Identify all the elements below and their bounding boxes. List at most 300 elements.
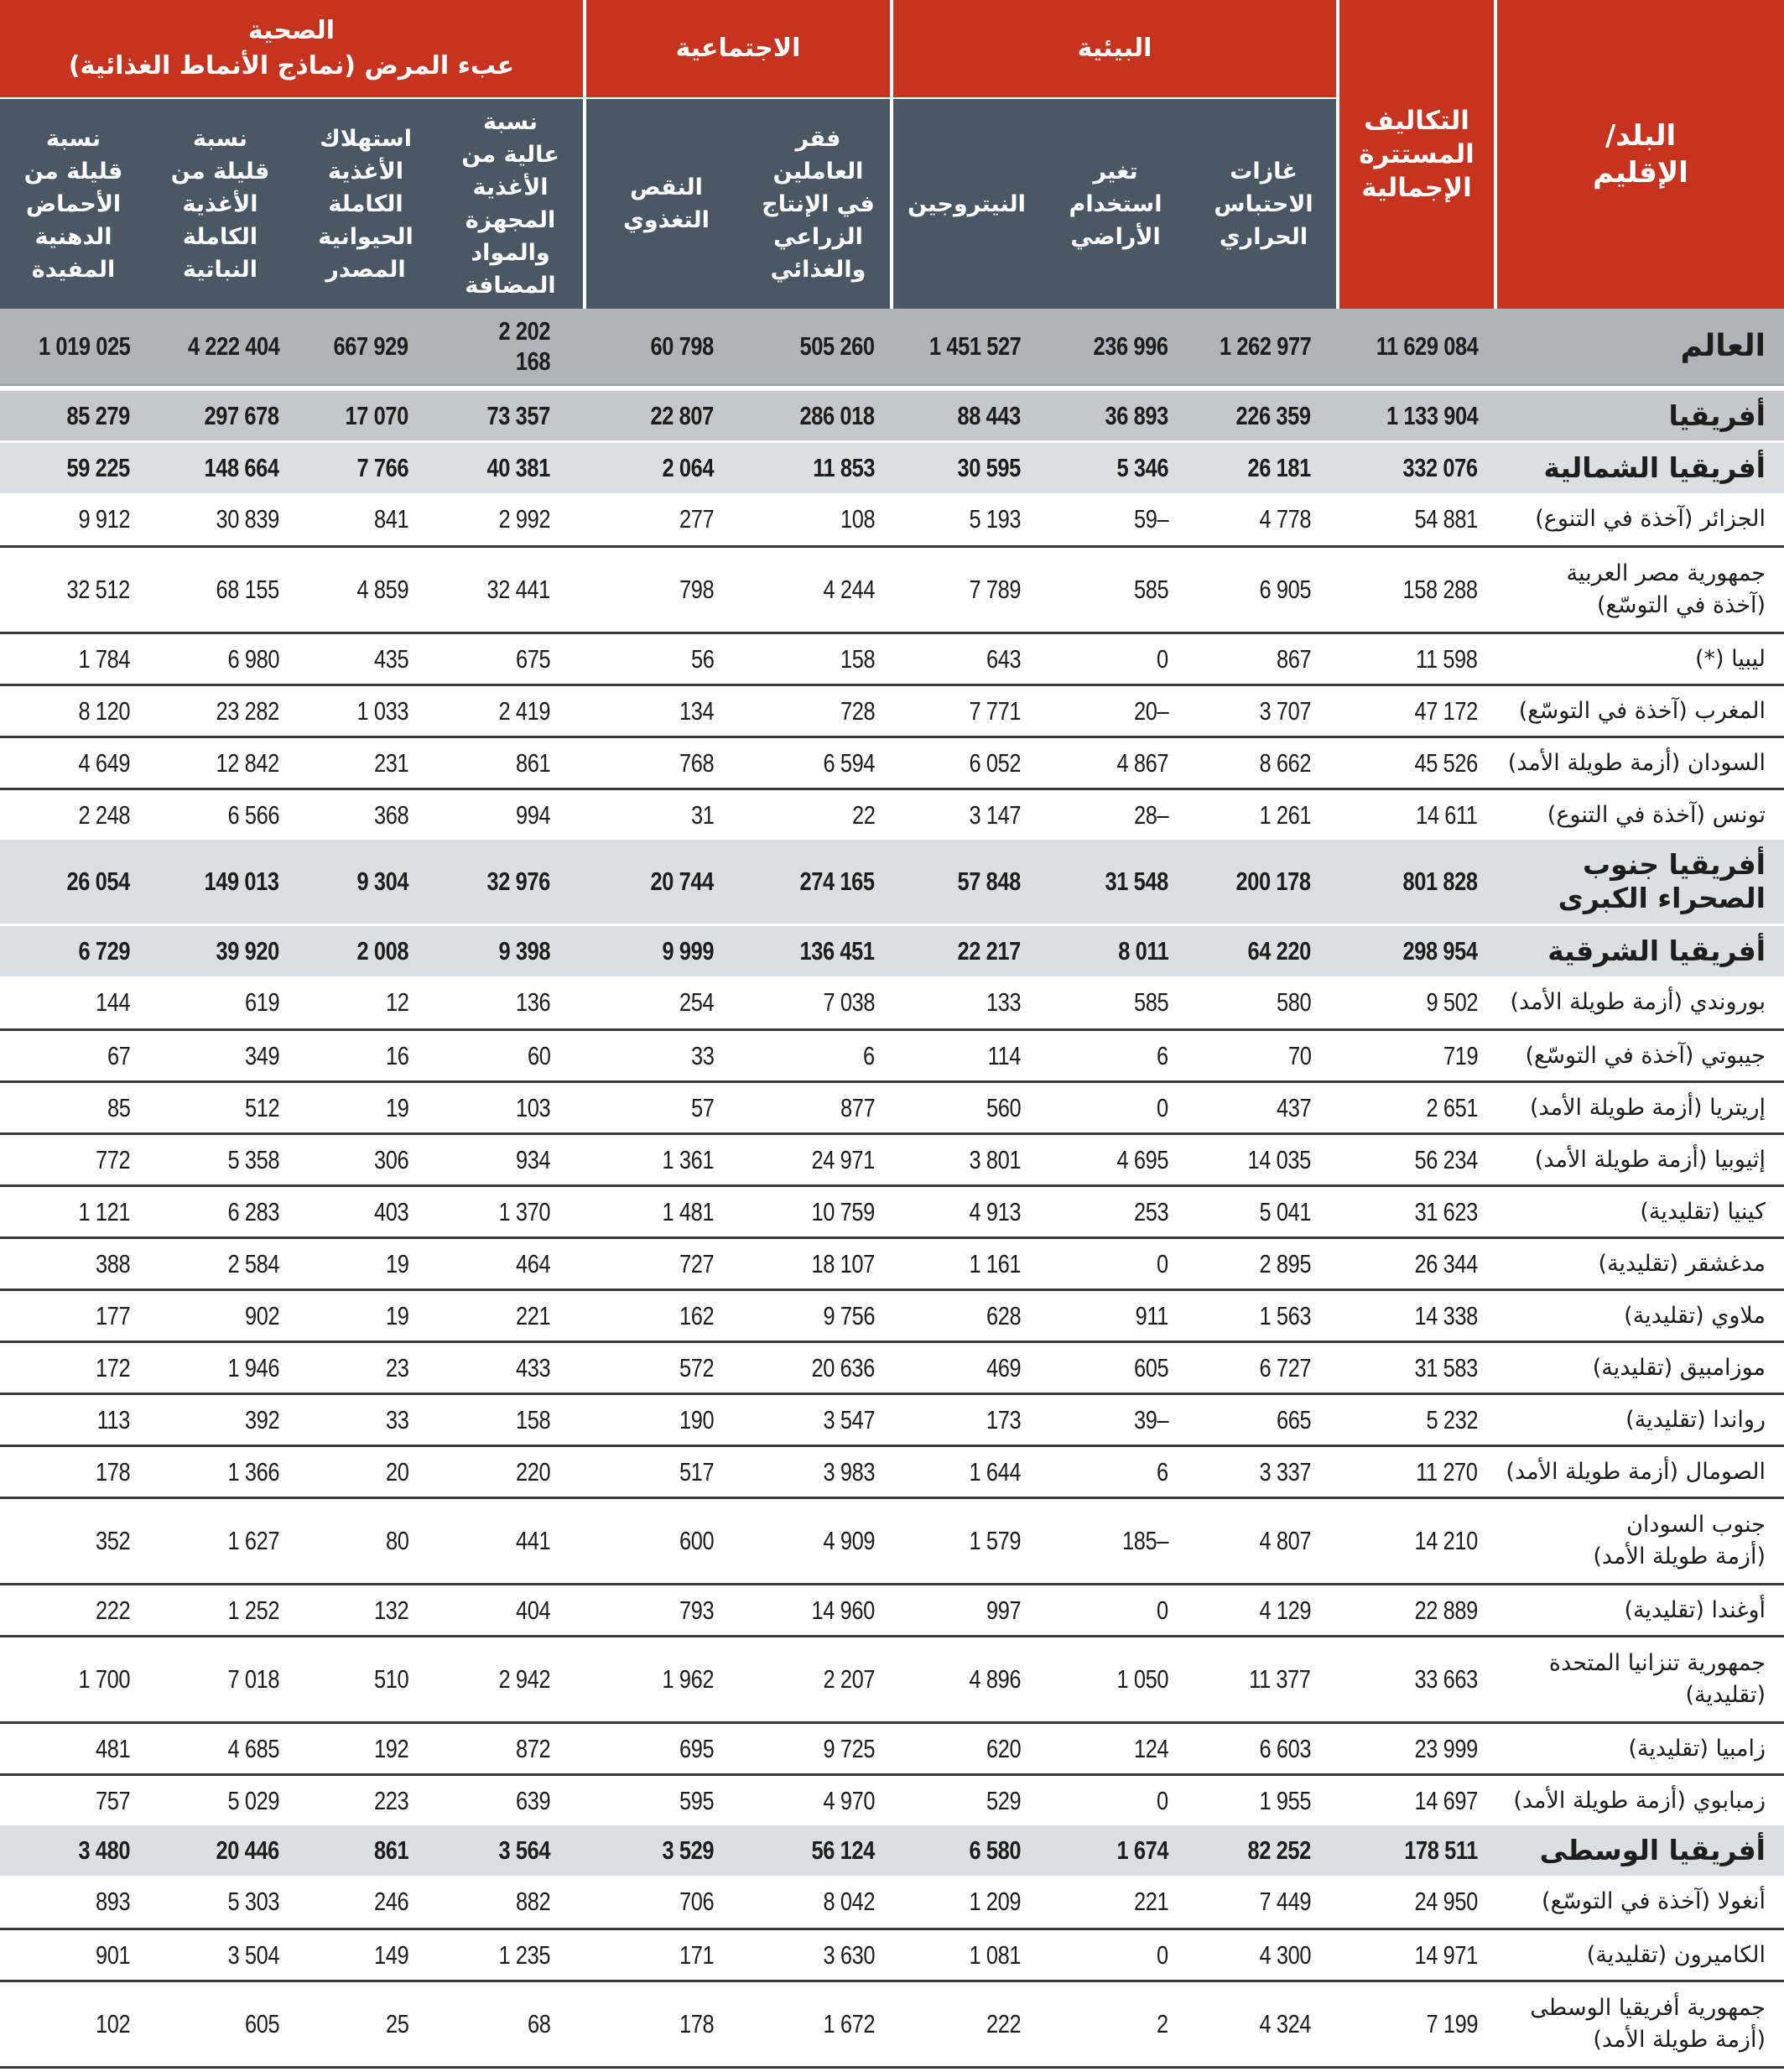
cell-land-use: 585	[1133, 987, 1168, 1017]
cell-low-omega3: 144	[95, 987, 130, 1017]
cell-ghg: 1 955	[1259, 1785, 1311, 1815]
cell-undernourishment: 22 807	[650, 400, 714, 430]
cell-land-use: 124	[1133, 1733, 1168, 1763]
cell-low-plant-foods: 39 920	[216, 936, 279, 966]
cell-processed-foods: 3 564	[498, 1835, 550, 1865]
cell-worker-poverty: 728	[840, 695, 875, 726]
cell-nitrogen: 628	[986, 1300, 1021, 1330]
cell-low-plant-foods: 23 282	[216, 695, 279, 726]
row-label: بوروندي (أزمة طويلة الأمد)	[1510, 989, 1766, 1015]
table-row	[0, 1928, 1784, 1980]
cell-worker-poverty: 20 636	[811, 1352, 875, 1382]
cell-total: 22 889	[1414, 1595, 1478, 1625]
cell-worker-poverty: 9 725	[823, 1733, 875, 1763]
cell-ghg: 226 359	[1235, 400, 1311, 430]
cell-ghg: 11 377	[1249, 1664, 1311, 1694]
cell-worker-poverty: 9 756	[823, 1300, 875, 1330]
cell-ghg: 14 035	[1247, 1144, 1311, 1174]
row-label: مدغشقر (تقليدية)	[1598, 1250, 1766, 1277]
cell-total: 7 199	[1426, 2009, 1478, 2038]
cell-total: 719	[1443, 1040, 1478, 1070]
cell-ghg: 8 662	[1259, 747, 1311, 778]
table-row	[0, 493, 1784, 545]
cell-nitrogen: 222	[986, 2009, 1021, 2038]
cell-processed-foods: 861	[515, 747, 550, 778]
cell-land-use: 0	[1157, 1785, 1168, 1815]
row-label: ليبيا (*)	[1694, 645, 1766, 672]
cell-processed-foods: 404	[515, 1595, 550, 1625]
cell-low-omega3: 26 054	[66, 867, 130, 896]
table-row	[0, 632, 1784, 684]
cell-low-plant-foods: 6 566	[227, 799, 279, 830]
cell-processed-foods: 32 441	[486, 575, 550, 604]
cell-ghg: 6 727	[1259, 1352, 1311, 1382]
cell-low-plant-foods: 5 358	[227, 1144, 279, 1174]
cell-low-plant-foods: 297 678	[204, 400, 279, 430]
cell-low-omega3: 1 019 025	[38, 331, 130, 361]
cell-nitrogen: 643	[986, 643, 1021, 674]
cell-ghg: 1 261	[1259, 799, 1311, 830]
table-row	[0, 1583, 1784, 1635]
table-row	[0, 1721, 1784, 1773]
cell-low-plant-foods: 20 446	[216, 1835, 279, 1865]
cell-animal-foods: 403	[373, 1196, 408, 1226]
cell-worker-poverty: 11 853	[813, 453, 875, 482]
cell-processed-foods: 2 202 168	[498, 316, 550, 376]
cell-processed-foods: 639	[515, 1785, 550, 1815]
cell-ghg: 64 220	[1247, 936, 1311, 966]
row-label: الكاميرون (تقليدية)	[1586, 1941, 1766, 1968]
table-row	[0, 1497, 1784, 1583]
cell-ghg: 1 262 977	[1219, 331, 1311, 361]
header-animal-source-foods: استهلاك الأغذية الكاملة الحيوانية المصدر	[294, 99, 438, 309]
cell-low-omega3: 1 784	[78, 643, 130, 674]
row-label: جمهورية أفريقيا الوسطى (أزمة طويلة الأمد)	[1530, 1995, 1766, 2053]
cell-land-use: 253	[1133, 1196, 1168, 1226]
cell-animal-foods: 149	[373, 1939, 408, 1970]
cell-ghg: 437	[1276, 1092, 1311, 1122]
cell-processed-foods: 68	[527, 2009, 550, 2038]
cell-worker-poverty: 1 672	[823, 2009, 875, 2038]
cell-ghg: 6 905	[1259, 575, 1311, 604]
cell-processed-foods: 994	[515, 799, 550, 830]
cell-low-omega3: 113	[96, 1404, 130, 1434]
cell-undernourishment: 60 798	[650, 331, 714, 361]
cell-animal-foods: 510	[373, 1664, 408, 1694]
cell-ghg: 6 603	[1259, 1733, 1311, 1763]
row-label: جيبوتي (آخذة في التوسّع)	[1525, 1042, 1766, 1069]
cell-ghg: 82 252	[1247, 1835, 1311, 1865]
header-ghg: غازات الاحتباس الحراري	[1191, 99, 1336, 309]
cell-animal-foods: 19	[385, 1248, 408, 1278]
cell-land-use: 36 893	[1105, 400, 1168, 430]
cell-land-use: 911	[1135, 1300, 1168, 1330]
cell-ghg: 4 807	[1259, 1526, 1311, 1555]
cell-land-use: 8 011	[1117, 936, 1168, 966]
table-row	[0, 1341, 1784, 1393]
cell-worker-poverty: 505 260	[799, 331, 875, 361]
cell-ghg: 867	[1276, 643, 1311, 674]
table-row	[0, 788, 1784, 840]
cell-land-use: 5 346	[1116, 453, 1168, 482]
cell-total: 14 697	[1414, 1785, 1478, 1815]
cell-processed-foods: 675	[515, 643, 550, 674]
table-row	[0, 1876, 1784, 1928]
cell-worker-poverty: 56 124	[811, 1835, 875, 1865]
table-row	[0, 1288, 1784, 1341]
table-row	[0, 1080, 1784, 1132]
cell-animal-foods: 192	[373, 1733, 408, 1763]
cell-nitrogen: 173	[986, 1404, 1021, 1434]
cell-total: 47 172	[1414, 695, 1478, 726]
cell-processed-foods: 32 976	[486, 867, 550, 896]
cell-land-use: 0	[1157, 1092, 1168, 1122]
cell-low-plant-foods: 1 946	[227, 1352, 279, 1382]
cell-processed-foods: 433	[515, 1352, 550, 1382]
header-divider	[583, 0, 586, 309]
cell-nitrogen: 7 789	[969, 575, 1021, 604]
cell-processed-foods: 73 357	[486, 400, 550, 430]
cell-total: 26 344	[1414, 1248, 1478, 1278]
cell-worker-poverty: 136 451	[799, 936, 875, 966]
table-row	[0, 1184, 1784, 1236]
header-low-plant-foods: نسبة قليلة من الأغذية الكاملة النباتية	[147, 99, 294, 309]
cell-low-omega3: 1 121	[78, 1196, 130, 1226]
cell-worker-poverty: 3 630	[823, 1939, 875, 1970]
cell-processed-foods: 1 370	[498, 1196, 550, 1226]
cell-land-use: 1 050	[1116, 1664, 1168, 1694]
cell-processed-foods: 882	[515, 1887, 550, 1916]
cell-nitrogen: 1 644	[969, 1456, 1021, 1486]
cell-undernourishment: 190	[679, 1404, 714, 1434]
cell-total: 23 999	[1414, 1733, 1478, 1763]
cell-land-use: 4 867	[1116, 747, 1168, 778]
cell-low-plant-foods: 5 029	[227, 1785, 279, 1815]
cell-land-use: 2	[1157, 2009, 1168, 2038]
cell-undernourishment: 572	[679, 1352, 714, 1382]
cell-animal-foods: 80	[385, 1526, 408, 1555]
cell-nitrogen: 1 209	[969, 1887, 1021, 1916]
row-label: إثيوبيا (أزمة طويلة الأمد)	[1534, 1146, 1766, 1173]
header-high-processed-foods: نسبة عالية من الأغذية المجهزة والمواد المضافة	[438, 99, 583, 309]
cell-animal-foods: 132	[373, 1595, 408, 1625]
cell-total: 11 270	[1416, 1456, 1478, 1486]
header-total-hidden-costs: التكاليف المستترة الإجمالية	[1339, 0, 1494, 309]
cell-land-use: 585	[1133, 575, 1168, 604]
cell-undernourishment: 178	[679, 2009, 714, 2038]
table-row	[0, 736, 1784, 788]
cell-animal-foods: 223	[373, 1785, 408, 1815]
cell-processed-foods: 60	[527, 1040, 550, 1070]
cell-undernourishment: 768	[679, 747, 714, 778]
cell-ghg: 70	[1287, 1040, 1311, 1070]
header-divider	[890, 0, 893, 309]
cell-undernourishment: 3 529	[662, 1835, 714, 1865]
row-label: الصومال (أزمة طويلة الأمد)	[1506, 1458, 1766, 1485]
cell-undernourishment: 57	[690, 1092, 714, 1122]
cell-animal-foods: 861	[373, 1835, 408, 1865]
cell-low-plant-foods: 1 252	[227, 1595, 279, 1625]
cell-animal-foods: 17 070	[345, 400, 408, 430]
table-row	[0, 1773, 1784, 1825]
header-country: البلد/ الإقليم	[1497, 0, 1784, 309]
cell-low-plant-foods: 6 283	[227, 1196, 279, 1226]
cell-animal-foods: 19	[385, 1300, 408, 1330]
table-row	[0, 1028, 1784, 1080]
cell-low-omega3: 85	[107, 1092, 130, 1122]
table-row	[0, 1132, 1784, 1184]
cell-processed-foods: 103	[515, 1092, 550, 1122]
cell-total: 11 629 084	[1376, 331, 1478, 361]
cell-low-plant-foods: 30 839	[216, 504, 279, 534]
cell-worker-poverty: 4 244	[823, 575, 875, 604]
cell-ghg: 26 181	[1247, 453, 1311, 482]
cell-total: 2 651	[1426, 1092, 1478, 1122]
table-row	[0, 1393, 1784, 1445]
cell-worker-poverty: 24 971	[811, 1144, 875, 1174]
cell-total: 9 502	[1426, 987, 1478, 1017]
cell-ghg: 3 707	[1259, 695, 1311, 726]
cell-undernourishment: 727	[679, 1248, 714, 1278]
cell-processed-foods: 934	[515, 1144, 550, 1174]
cell-total: 56 234	[1414, 1144, 1478, 1174]
cell-land-use: 20–	[1133, 695, 1168, 726]
cell-land-use: 28–	[1133, 799, 1168, 830]
header-divider	[1494, 0, 1497, 309]
cell-worker-poverty: 8 042	[823, 1887, 875, 1916]
cell-animal-foods: 1 033	[356, 695, 408, 726]
cell-low-plant-foods: 1 366	[227, 1456, 279, 1486]
cell-ghg: 5 041	[1259, 1196, 1311, 1226]
cell-processed-foods: 2 419	[498, 695, 550, 726]
cell-land-use: 1 674	[1116, 1835, 1168, 1865]
cell-low-plant-foods: 392	[244, 1404, 279, 1434]
cell-low-plant-foods: 7 018	[227, 1664, 279, 1694]
cell-low-omega3: 222	[95, 1595, 130, 1625]
cell-nitrogen: 4 913	[969, 1196, 1021, 1226]
cell-land-use: 59–	[1133, 504, 1168, 534]
row-label: أفريقيا جنوب الصحراء الكبرى	[1558, 848, 1766, 914]
cell-low-plant-foods: 619	[244, 987, 279, 1017]
cell-total: 54 881	[1414, 504, 1478, 534]
cell-low-omega3: 102	[95, 2009, 130, 2038]
cell-low-plant-foods: 3 504	[227, 1939, 279, 1970]
table-row	[0, 976, 1784, 1028]
cell-ghg: 4 300	[1259, 1939, 1311, 1970]
cell-worker-poverty: 286 018	[799, 400, 875, 430]
cell-worker-poverty: 18 107	[811, 1248, 875, 1278]
cell-total: 14 338	[1414, 1300, 1478, 1330]
cell-land-use: 31 548	[1105, 867, 1168, 896]
cell-animal-foods: 12	[385, 987, 408, 1017]
cell-undernourishment: 798	[679, 575, 714, 604]
cell-total: 14 971	[1414, 1939, 1478, 1970]
cell-animal-foods: 368	[373, 799, 408, 830]
cell-low-omega3: 772	[95, 1144, 130, 1174]
cell-processed-foods: 136	[515, 987, 550, 1017]
row-label: زمبابوي (أزمة طويلة الأمد)	[1513, 1787, 1766, 1814]
cell-undernourishment: 1 361	[662, 1144, 714, 1174]
cell-nitrogen: 88 443	[957, 400, 1021, 430]
cell-undernourishment: 517	[679, 1456, 714, 1486]
cell-land-use: 0	[1157, 1939, 1168, 1970]
header-group-environmental: البيئية	[893, 0, 1336, 97]
cell-ghg: 4 129	[1259, 1595, 1311, 1625]
cell-worker-poverty: 274 165	[799, 867, 875, 896]
cell-total: 178 511	[1404, 1835, 1478, 1865]
cell-worker-poverty: 2 207	[823, 1664, 875, 1694]
cell-total: 11 598	[1416, 643, 1478, 674]
cell-animal-foods: 4 859	[356, 575, 408, 604]
cell-low-omega3: 1 700	[78, 1664, 130, 1694]
cell-land-use: 605	[1133, 1352, 1168, 1382]
row-label: أفريقيا الشرقية	[1547, 934, 1766, 967]
cell-total: 31 623	[1414, 1196, 1478, 1226]
row-label: جمهورية مصر العربية (آخذة في التوسّع)	[1566, 560, 1766, 618]
table-row	[0, 1445, 1784, 1497]
row-label: العالم	[1680, 329, 1766, 363]
cell-nitrogen: 133	[986, 987, 1021, 1017]
row-label: المغرب (آخذة في التوسّع)	[1518, 697, 1766, 724]
cell-low-omega3: 352	[95, 1526, 130, 1555]
cell-low-omega3: 6 729	[78, 936, 130, 966]
header-nitrogen: النيتروجين	[893, 99, 1040, 309]
row-label: أفريقيا	[1668, 398, 1766, 432]
cell-total: 5 232	[1426, 1404, 1478, 1434]
cell-low-plant-foods: 5 303	[227, 1887, 279, 1916]
cell-nitrogen: 529	[986, 1785, 1021, 1815]
cell-worker-poverty: 877	[840, 1092, 875, 1122]
header-land-use-change: تغير استخدام الأراضي	[1040, 99, 1191, 309]
cell-low-omega3: 4 649	[78, 747, 130, 778]
cell-low-plant-foods: 148 664	[204, 453, 279, 482]
row-label: أفريقيا الشمالية	[1543, 451, 1766, 484]
cell-processed-foods: 441	[515, 1526, 550, 1555]
table-row	[0, 545, 1784, 632]
row-label: جنوب السودان (أزمة طويلة الأمد)	[1593, 1512, 1766, 1570]
row-label: أفريقيا الوسطى	[1539, 1834, 1766, 1866]
cell-worker-poverty: 108	[840, 504, 875, 534]
cell-animal-foods: 33	[385, 1404, 408, 1434]
cell-undernourishment: 706	[679, 1887, 714, 1916]
cell-low-plant-foods: 4 685	[227, 1733, 279, 1763]
cell-processed-foods: 40 381	[486, 453, 550, 482]
table-row	[0, 1635, 1784, 1721]
cell-worker-poverty: 4 909	[823, 1526, 875, 1555]
cell-animal-foods: 19	[385, 1092, 408, 1122]
cell-total: 24 950	[1414, 1887, 1478, 1916]
cell-low-plant-foods: 2 584	[227, 1248, 279, 1278]
row-label: الجزائر (آخذة في التنوع)	[1535, 506, 1766, 532]
cell-land-use: 4 695	[1116, 1144, 1168, 1174]
row-label: أنغولا (آخذة في التوسّع)	[1542, 1888, 1766, 1914]
cell-total: 332 076	[1402, 453, 1478, 482]
table-row	[0, 1980, 1784, 2066]
cell-animal-foods: 841	[373, 504, 408, 534]
cell-low-plant-foods: 349	[244, 1040, 279, 1070]
cell-processed-foods: 220	[515, 1456, 550, 1486]
header-undernourishment: النقص التغذوي	[586, 99, 746, 309]
table-row	[0, 1236, 1784, 1288]
region-row	[0, 840, 1784, 924]
cell-worker-poverty: 7 038	[823, 987, 875, 1017]
cell-processed-foods: 2 942	[498, 1664, 550, 1694]
row-label: رواندا (تقليدية)	[1625, 1406, 1766, 1433]
africa-row	[0, 391, 1784, 440]
cell-land-use: 39–	[1133, 1404, 1168, 1434]
cell-animal-foods: 23	[385, 1352, 408, 1382]
cell-low-omega3: 757	[95, 1785, 130, 1815]
cell-land-use: 236 996	[1093, 331, 1168, 361]
cell-worker-poverty: 3 983	[823, 1456, 875, 1486]
cell-worker-poverty: 6 594	[823, 747, 875, 778]
cell-nitrogen: 3 147	[969, 799, 1021, 830]
header-low-omega3: نسبة قليلة من الأحماض الدهنية المفيدة	[0, 99, 147, 309]
cell-nitrogen: 1 579	[969, 1526, 1021, 1555]
cell-low-omega3: 9 912	[78, 504, 130, 534]
cell-worker-poverty: 22	[851, 799, 875, 830]
cell-nitrogen: 997	[986, 1595, 1021, 1625]
row-label: جمهورية تنزانيا المتحدة (تقليدية)	[1548, 1650, 1766, 1708]
cell-total: 298 954	[1402, 936, 1478, 966]
cell-animal-foods: 20	[385, 1456, 408, 1486]
cell-undernourishment: 254	[679, 987, 714, 1017]
cell-ghg: 2 895	[1259, 1248, 1311, 1278]
cell-ghg: 580	[1276, 987, 1311, 1017]
cell-undernourishment: 2 064	[662, 453, 714, 482]
cell-ghg: 7 449	[1259, 1887, 1311, 1916]
cell-low-plant-foods: 68 155	[216, 575, 279, 604]
cell-ghg: 1 563	[1259, 1300, 1311, 1330]
cell-animal-foods: 231	[373, 747, 408, 778]
cell-nitrogen: 114	[987, 1040, 1021, 1070]
cell-ghg: 4 778	[1259, 504, 1311, 534]
cell-processed-foods: 158	[515, 1404, 550, 1434]
cell-processed-foods: 464	[515, 1248, 550, 1278]
cell-low-omega3: 388	[95, 1248, 130, 1278]
cell-low-plant-foods: 605	[244, 2009, 279, 2038]
cell-land-use: 0	[1157, 1595, 1168, 1625]
cell-undernourishment: 171	[679, 1939, 714, 1970]
cell-low-plant-foods: 902	[244, 1300, 279, 1330]
row-label: السودان (أزمة طويلة الأمد)	[1507, 749, 1766, 776]
cell-nitrogen: 22 217	[957, 936, 1021, 966]
cell-low-omega3: 32 512	[66, 575, 130, 604]
cell-worker-poverty: 6	[863, 1040, 875, 1070]
cell-nitrogen: 4 896	[969, 1664, 1021, 1694]
cell-animal-foods: 435	[373, 643, 408, 674]
cell-worker-poverty: 14 960	[811, 1595, 875, 1625]
cell-low-omega3: 67	[107, 1040, 130, 1070]
cell-animal-foods: 7 766	[356, 453, 408, 482]
row-label: زامبيا (تقليدية)	[1628, 1735, 1766, 1762]
region-row	[0, 1825, 1784, 1876]
cell-low-plant-foods: 512	[244, 1092, 279, 1122]
cell-land-use: 185–	[1122, 1526, 1168, 1555]
cell-nitrogen: 620	[986, 1733, 1021, 1763]
cell-nitrogen: 1 161	[969, 1248, 1021, 1278]
cell-total: 158 288	[1402, 575, 1478, 604]
cell-low-omega3: 172	[95, 1352, 130, 1382]
cell-low-omega3: 481	[95, 1733, 130, 1763]
cell-animal-foods: 16	[385, 1040, 408, 1070]
world-row	[0, 309, 1784, 386]
cell-land-use: 221	[1133, 1887, 1168, 1916]
cell-total: 1 133 904	[1386, 400, 1478, 430]
cell-low-omega3: 901	[95, 1939, 130, 1970]
cell-undernourishment: 595	[679, 1785, 714, 1815]
region-row	[0, 926, 1784, 976]
